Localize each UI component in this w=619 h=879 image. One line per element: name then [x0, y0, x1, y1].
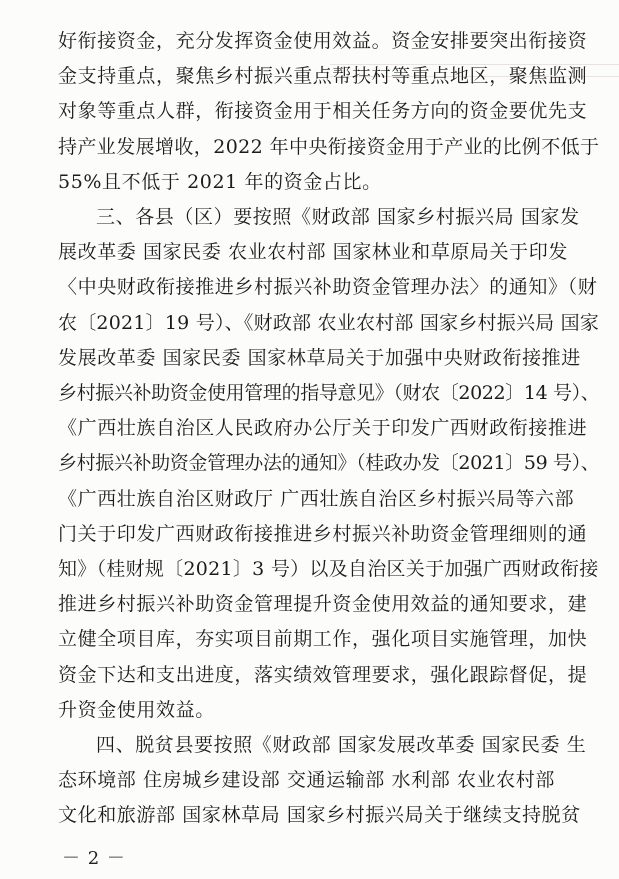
- text-line: 农〔2021〕19 号）、《财政部 农业农村部 国家乡村振兴局 国家: [58, 311, 600, 334]
- text-line: 乡村振兴补助资金使用管理的指导意见》（财农〔2022〕14 号）、: [58, 382, 600, 404]
- text-line: 《广西壮族自治区财政厅 广西壮族自治区乡村振兴局等六部: [58, 487, 575, 510]
- text-line: 金支持重点，聚焦乡村振兴重点帮扶村等重点地区，聚焦监测: [58, 65, 588, 88]
- text-line: 文化和旅游部 国家林草局 国家乡村振兴局关于继续支持脱贫: [58, 804, 581, 827]
- paragraph-heading-three: 三、各县（区）要按照《财政部 国家乡村振兴局 国家发: [96, 206, 580, 228]
- text-line: 态环境部 住房城乡建设部 交通运输部 水利部 农业农村部: [58, 769, 555, 792]
- text-line: 推进乡村振兴补助资金管理提升资金使用效益的通知要求，建: [58, 593, 588, 616]
- page-number: － 2 －: [62, 847, 126, 869]
- text-line: 展改革委 国家民委 农业农村部 国家林业和草原局关于印发: [58, 241, 568, 264]
- text-line: 门关于印发广西财政衔接推进乡村振兴补助资金管理细则的通: [58, 522, 588, 545]
- text-line: 好衔接资金，充分发挥资金使用效益。资金安排要突出衔接资: [58, 30, 588, 52]
- paragraph-heading-four: 四、脱贫县要按照《财政部 国家发展改革委 国家民委 生: [96, 734, 587, 756]
- text-line: 持产业发展增收，2022 年中央衔接资金用于产业的比例不低于: [58, 135, 600, 158]
- text-line: 资金下达和支出进度，落实绩效管理要求，强化跟踪督促，提: [58, 663, 588, 686]
- text-line: 《广西壮族自治区人民政府办公厅关于印发广西财政衔接推进: [58, 417, 588, 440]
- text-line: 发展改革委 国家民委 国家林草局关于加强中央财政衔接推进: [58, 346, 581, 369]
- text-line: 立健全项目库，夯实项目前期工作，强化项目实施管理，加快: [58, 628, 588, 651]
- text-line: 〈中央财政衔接推进乡村振兴补助资金管理办法〉的通知》（财: [58, 276, 598, 299]
- text-line: 知》（桂财规〔2021〕3 号）以及自治区关于加强广西财政衔接: [58, 558, 599, 580]
- text-line: 乡村振兴补助资金管理办法的通知》（桂政办发〔2021〕59 号）、: [58, 452, 600, 475]
- text-line: 55%且不低于 2021 年的资金占比。: [58, 170, 382, 193]
- text-line: 升资金使用效益。: [58, 698, 215, 721]
- text-line: 对象等重点人群，衔接资金用于相关任务方向的资金要优先支: [58, 100, 588, 123]
